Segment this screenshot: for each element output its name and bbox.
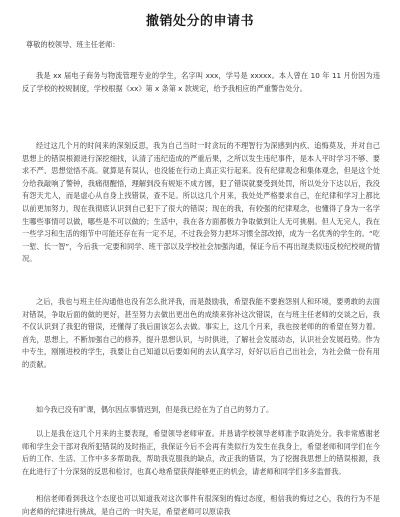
paragraph-intro: 我是 xx 届电子商务与物流管理专业的学生，名字叫 xxx，学号是 xxxxx。本人曾在 10 年 11 月份因为违反了学校的校规制度，学校根据《xx》第 x 条第 x 款规定，给予我相应的严重警告处分。 — [22, 71, 380, 93]
paragraph-teacher-talk: 之后，我也与班主任沟通他也没有怎么批评我，而是鼓励我，希望我能不要抱怨别人和环境，要勇敢的去面对错误，争取后面的做的更好，甚至努力去做出更出色的成绩来弥补这次错误，在与班主任老师的交谈之后，我不仅认识到了我犯的错误，还懂得了我后面该怎么去做。事实上，这几个月来，我也按老师的的希望在努力着。首先，思想上，不断加强自己的修养，提升思想认识，与时俱进，了解社会发展动态，认识社会发展趋势。作为中专生，刚刚进校的学生，我要让自己知道以后要如何的去认真学习，好好以后自己出社会，为社会做一份有用的贡献。 — [22, 297, 380, 369]
paragraph-attendance: 如今我已没有旷课，偶尔因点事情迟到，但是我已经在为了自己的努力了。 — [36, 405, 274, 414]
salutation: 尊敬的校领导、班主任老师： — [26, 40, 120, 49]
paragraph-closing: 相信老师看到我这个态度也可以知道我对这次事件有很深刻的悔过态度，相信我的悔过之心，我的行为不是向老师的纪律进行挑战，是自己的一时失足，希望老师可以原谅我 — [22, 494, 380, 516]
document-title: 撤销处分的申请书 — [145, 14, 254, 29]
paragraph-request: 以上是我在这几个月来的主要表现，希望领导老师审查。并恳请学校领导老师准予取消处分。我非常感谢老师和学生会干部对我所犯错误的及时指正，我保证今后不会再有类似行为发生在我身上，希望老师和同学们在今后的工作、生活、工作中多多帮助我，帮助我克服我的缺点，改正我的错误，为了挖掘我思想上的错误根源，我在此进行了十分深刻的反思和检讨，也真心地希望获得能够更正的机会，请老师和同学们多多监督我。 — [22, 429, 380, 476]
paragraph-reflection: 经过这几个月的时间来的深刻反思，我为自己当时一时贪玩的不理智行为深感到内疚、追悔莫及，并对自己思想上的错误根源进行深挖细找，认清了违纪造成的严重后果，之所以发生违纪事件，是本人平时学习不够、要求不严、思想觉悟不高。就算是有误认，也没能在行动上真正实行起来。没有纪律观念和集体观念，但是这个处分给我敲响了警钟，我痛彻醒悟，理解到没有规矩不成方圆，犯了错误就要受到处罚，所以处分下达以后，我没有怨天尤人，而是虚心从自身上找错误，查不足。所以这几个月来，我处处严格要求自己，在纪律和学习上都比以前更加努力，现在我彻底认识到自己犯下了很大的错误；现在的我，有较强的纪律观念，也懂得了身为一名学生哪些事情可以做，哪些是不可以做的；生活中，我在各方面都极力争取做到让人无可挑剔。但人无完人，我在一些学习和生活的细节中可能还存在有一定不足，不过我会努力把坏习惯全部改掉，成为一名优秀的学生的。“吃一堑、长一智”，今后我一定要和同学、班干部以及学校社会加强沟通，保证今后不再出现类似违反校纪校规的情况。 — [22, 141, 380, 264]
